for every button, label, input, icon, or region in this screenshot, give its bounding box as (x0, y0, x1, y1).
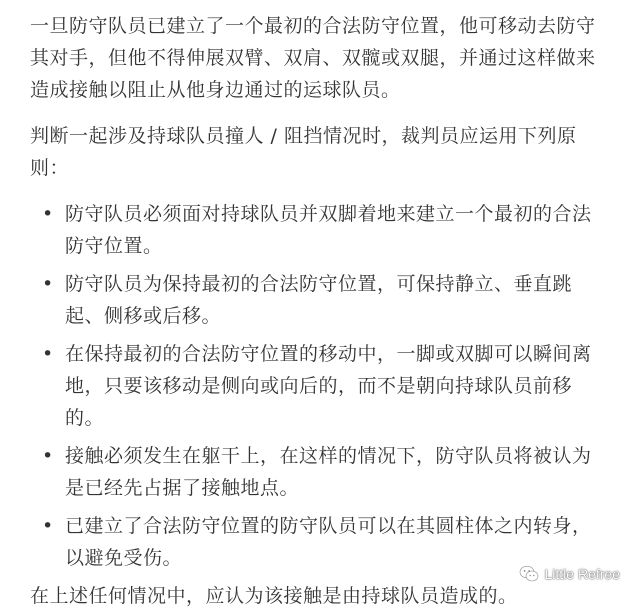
bullet: • (42, 445, 54, 467)
list-item-text: 防守队员为保持最初的合法防守位置，可保持静立、垂直跳起、侧移或后移。 (65, 273, 573, 327)
list-item-text: 已建立了合法防守位置的防守队员可以在其圆柱体之内转身，以避免受伤。 (65, 515, 592, 569)
list-item (30, 440, 610, 504)
bullet: • (42, 515, 54, 537)
list-item-text: 接触必须发生在躯干上，在这样的情况下，防守队员将被认为是已经先占据了接触地点。 (65, 445, 592, 499)
list-item (30, 338, 610, 434)
closing-paragraph: 在上述任何情况中，应认为该接触是由持球队员造成的。 (30, 585, 518, 607)
principles-list (30, 198, 610, 574)
bullet: • (42, 273, 54, 295)
principles-intro: 判断一起涉及持球队员撞人 / 阻挡情况时，裁判员应运用下列原则： (30, 125, 577, 179)
wechat-icon (519, 565, 539, 583)
bullet: • (42, 203, 54, 225)
list-item-text: 防守队员必须面对持球队员并双脚着地来建立一个最初的合法防守位置。 (65, 203, 592, 257)
bullet: • (42, 343, 54, 365)
list-item (30, 268, 610, 332)
watermark-text: Little Refree (544, 566, 620, 582)
intro-paragraph: 一旦防守队员已建立了一个最初的合法防守位置，他可移动去防守其对手，但他不得伸展双臂、双肩、双髋或双腿，并通过这样做来造成接触以阻止从他身边通过的运球队员。 (30, 15, 596, 101)
list-item (30, 198, 610, 262)
article-body (30, 10, 610, 612)
watermark (519, 565, 620, 583)
list-item-text: 在保持最初的合法防守位置的移动中，一脚或双脚可以瞬间离地，只要该移动是侧向或向后的，而不是朝向持球队员前移的。 (65, 343, 592, 429)
